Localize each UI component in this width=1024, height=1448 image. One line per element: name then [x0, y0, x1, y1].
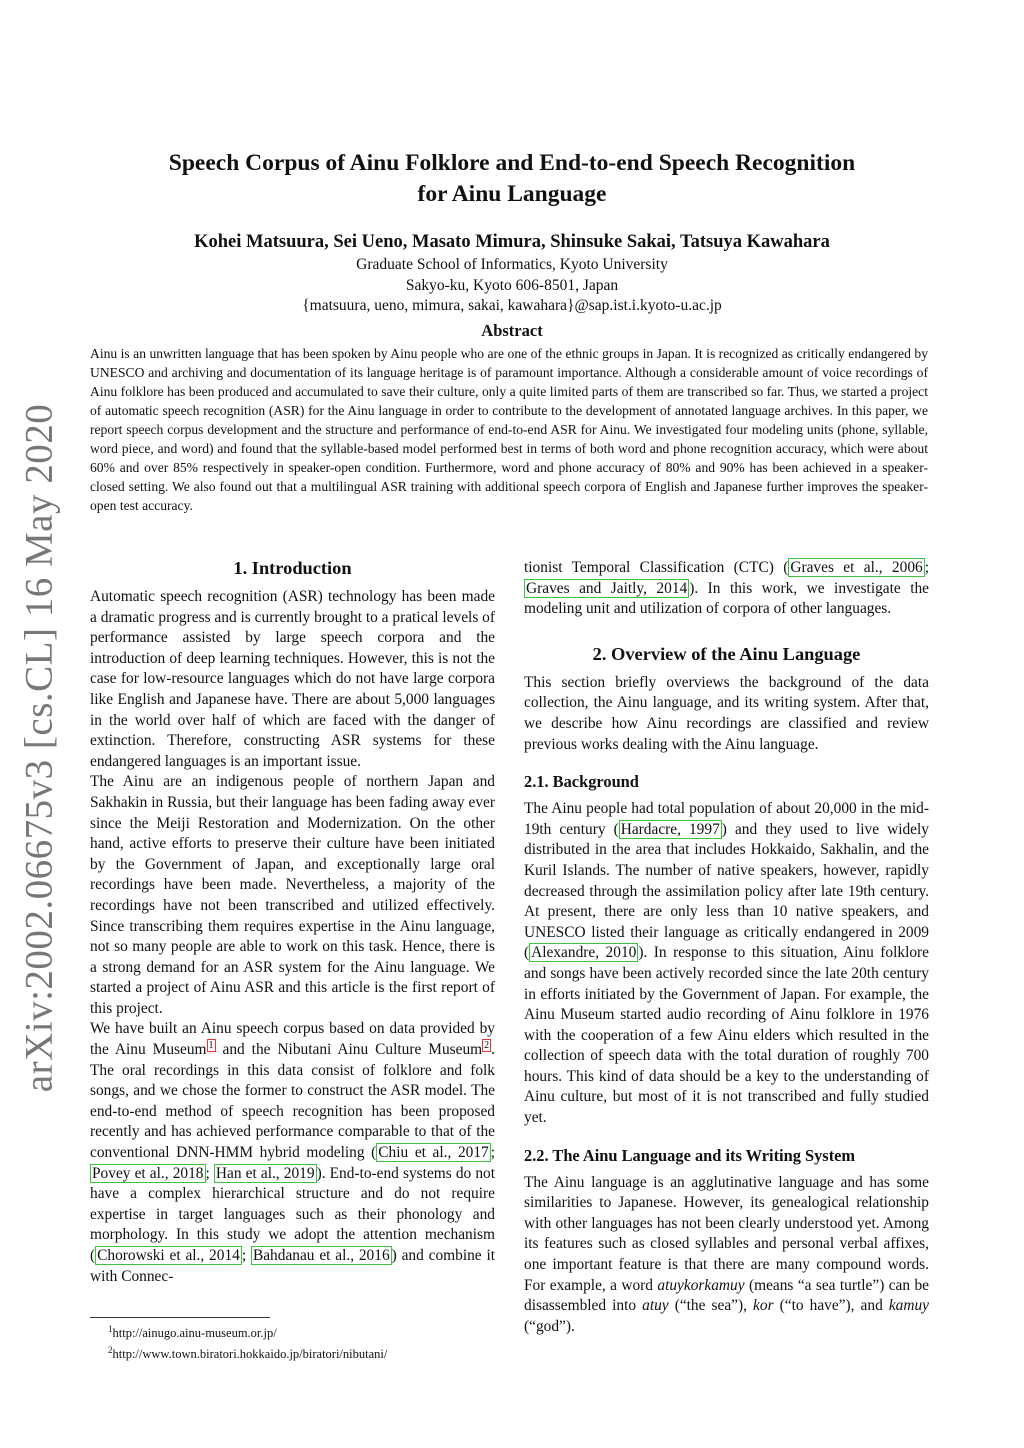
emails: {matsuura, ueno, mimura, sakai, kawahara}@sap.ist.i.kyoto-u.ac.jp — [302, 297, 722, 314]
affiliation: Graduate School of Informatics, Kyoto University — [356, 256, 668, 273]
footnote-divider — [90, 1317, 270, 1318]
footnote-1: $^1$http://ainugo.ainu-museum.or.jp/ — [108, 1324, 277, 1341]
section-2-paragraph: This section briefly overviews the background of the data collection, the Ainu language, and its writing system. After that, we describe how Ainu recordings are classified and review previous works dealing with the Ainu language. — [524, 673, 929, 753]
ainu-word-atuy: atuy — [642, 1297, 669, 1315]
right-column — [524, 558, 929, 1337]
citation-link-alexandre-2010[interactable]: Alexandre, 2010 — [531, 944, 637, 962]
citation-link-han-2019[interactable]: Han et al., 2019 — [215, 1164, 315, 1182]
title-line-2: for Ainu Language — [417, 181, 607, 207]
ainu-word-atuykorkamuy: atuykorkamuy — [657, 1276, 745, 1294]
paper-title — [0, 148, 1024, 210]
intro-continuation: tionist Temporal Classification (CTC) ( Graves et al., 2006 ; Graves and Jaitly, 2014 ). In this work, we investigate the modeling unit and utilization of corpora of other languages. — [524, 559, 930, 618]
citation-link-graves-jaitly-2014[interactable]: Graves and Jaitly, 2014 — [526, 579, 688, 597]
abstract-text: Ainu is an unwritten language that has been spoken by Ainu people who are one of the ethnic groups in Japan. It is recognized as critically endangered by UNESCO and archiving and documentation of its language heritage is of paramount importance. Although a considerable amount of voice recordings of Ainu folklore has been produced and accumulated to save their culture, only a quite limited parts of them are transcribed so far. Thus, we started a project of automatic speech recognition (ASR) for the Ainu language in order to contribute to the development of annotated language archives. In this paper, we report speech corpus development and the structure and performance of end-to-end ASR for Ainu. We investigated four modeling units (phone, syllable, word piece, and word) and found that the syllable-based model performed best in terms of both word and phone recognition accuracy, which were about 60% and over 85% respectively in speaker-open condition. Furthermore, word and phone accuracy of 80% and 90% has been achieved in a speaker-closed setting. We also found out that a multilingual ASR training with additional speech corpora of English and Japanese further improves the speaker-open test accuracy. — [90, 346, 928, 513]
section-1-heading: 1. Introduction — [233, 558, 352, 578]
writing-system-paragraph: The Ainu language is an agglutinative language and has some similarities to Japanese. However, its genealogical relationship with other languages has not been clearly understood yet. Among its features such as closed syllables and personal verbal affixes, one important feature is that there are many compound words. For example, a word atuykorkamuy (means “a sea turtle”) can be disassembled into atuy (“the sea”), kor (“to have”), and kamuy (“god”). — [524, 1173, 929, 1335]
footnotes — [90, 1321, 495, 1363]
footnote-2-url[interactable]: http://www.town.biratori.hokkaido.jp/biratori/nibutani/ — [112, 1347, 388, 1362]
abstract-heading: Abstract — [481, 321, 543, 340]
ainu-word-kor: kor — [753, 1297, 774, 1315]
citation-link-povey-2018[interactable]: Povey et al., 2018 — [92, 1164, 204, 1182]
intro-paragraph-1: Automatic speech recognition (ASR) technology has been made a dramatic progress and is currently brought to a pratical levels of performance assisted by large speech corpora and the introduction of deep learning techniques. However, this is not the case for low-resource languages which do not have large corpora like English and Japanese have. There are about 5,000 languages in the world over half of which are faced with the danger of extinction. Therefore, constructing ASR systems for these endangered languages is an important issue. — [90, 588, 495, 770]
citation-link-graves-2006[interactable]: Graves et al., 2006 — [790, 559, 923, 576]
author-list: Kohei Matsuura, Sei Ueno, Masato Mimura, Shinsuke Sakai, Tatsuya Kawahara — [194, 232, 830, 252]
left-column — [90, 556, 495, 1287]
subsection-2-1-heading: 2.1. Background — [524, 772, 639, 792]
title-line-1: Speech Corpus of Ainu Folklore and End-to-end Speech Recognition — [168, 150, 856, 176]
footnote-2: $^2$http://www.town.biratori.hokkaido.jp/biratori/nibutani/ — [108, 1345, 388, 1362]
affiliation-block — [0, 255, 1024, 317]
intro-paragraph-2: The Ainu are an indigenous people of northern Japan and Sakhakin in Russia, but their language has been fading away ever since the Meiji Restoration and Modernization. On the other hand, active efforts to preserve their culture have been initiated by the Government of Japan, and exceptionally large oral recordings have been made. Nevertheless, a majority of the recordings have not been transcribed and utilized effectively. Since transcribing them requires expertise in the Ainu language, not so many people are able to work on this task. Hence, there is a strong demand for an ASR system for the Ainu language. We started a project of Ainu ASR and this article is the first report of this project. — [90, 773, 495, 1017]
citation-link-chorowski-2014[interactable]: Chorowski et al., 2014 — [97, 1247, 240, 1264]
background-paragraph: The Ainu people had total population of about 20,000 in the mid-19th century ( Hardacre, 1997 ) and they used to live widely distributed in the area that includes Hokkaido, Sakhalin, and the Kuril Islands. The number of native speakers, however, rapidly decreased through the assimilation policy after late 19th century. At present, there are only less than 10 native speakers, and UNESCO listed their language as critically endangered in 2009 ( Alexandre, 2010 ). In response to this situation, Ainu folklore and songs have been actively recorded since the late 20th century in efforts initiated by the Government of Japan. For example, the Ainu Museum started audio recording of Ainu folklore in 1976 with the cooperation of a few Ainu elders which resulted in the collection of speech data with the total duration of roughly 700 hours. This kind of data should be a key to the understanding of Ainu culture, but most of it is not transcribed and fully studied yet. — [524, 800, 930, 1127]
ainu-word-kamuy: kamuy — [888, 1297, 929, 1315]
footnote-link-2[interactable]: 2 — [484, 1039, 490, 1051]
intro-paragraph-3: We have built an Ainu speech corpus based on data provided by the Ainu Museum $^1$ and the Nibutani Ainu Culture Museum $^2$ . The oral recordings in this data consist of folklore and folk songs, and we chose the former to construct the ASR model. The end-to-end method of speech recognition has been proposed recently and has achieved performance comparable to that of the conventional DNN-HMM hybrid modeling ( Chiu et al., 2017 ; Povey et al., 2018 ; Han et al., 2019 ). End-to-end systems do not have a complex hierarchical structure and do not require expertise in target languages such as their phonology and morphology. In this study we adopt the attention mechanism ( Chorowski et al., 2014 ; Bahdanau et al., 2016 ) and combine it with Connec- — [90, 1020, 496, 1285]
subsection-2-2-heading: 2.2. The Ainu Language and its Writing System — [524, 1145, 856, 1165]
citation-link-hardacre-1997[interactable]: Hardacre, 1997 — [620, 820, 720, 838]
footnote-1-url[interactable]: http://ainugo.ainu-museum.or.jp/ — [112, 1326, 277, 1341]
arxiv-identifier — [4, 403, 74, 1093]
address: Sakyo-ku, Kyoto 606-8501, Japan — [405, 276, 619, 294]
citation-link-chiu-2017[interactable]: Chiu et al., 2017 — [378, 1144, 489, 1162]
citation-link-bahdanau-2016[interactable]: Bahdanau et al., 2016 — [252, 1247, 390, 1264]
arxiv-id-text: arXiv:2002.06675v3 [cs.CL] 16 May 2020 — [17, 403, 61, 1093]
section-2-heading: 2. Overview of the Ainu Language — [592, 643, 861, 664]
footnote-link-1[interactable]: 1 — [208, 1039, 214, 1051]
